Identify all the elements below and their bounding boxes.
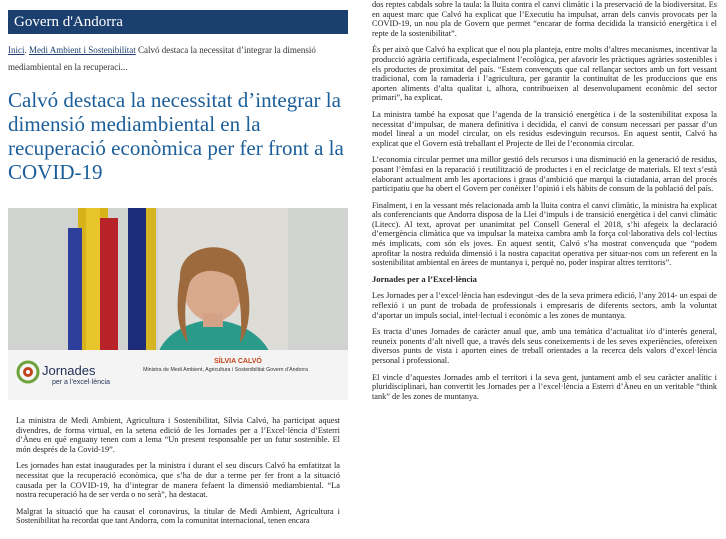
paragraph: Les Jornades per a l’excel·lència han esdevingut -des de la seva primera edició, l’any 2014- un espai de reflexió i un punt de trobada de professionals i empresaris de diferents sectors, amb la voluntat d’aportar un impuls social, intel·lectual i econòmic a les zones de muntanya.	[372, 291, 717, 320]
paragraph: Malgrat la situació que ha causat el coronavirus, la titular de Medi Ambient, Agricultura i Sostenibilitat ha recordat que tant Andorra, com la comunitat internacional, tenen encara	[16, 506, 340, 526]
paragraph: La ministra també ha exposat que l’agenda de la transició energètica i de la sostenibilitat exposa la necessitat d’impulsar, de manera definitiva i decidida, el canvi de consum necessari per passar d’un model lineal a un model circular, on els residus esdevinguin recursos. En aquest sentit, Calvó ha explicat que el Govern està treballant el Projecte de llei de l’economia circular.	[372, 109, 717, 148]
speaker-role: Ministra de Medi Ambient, Agricultura i Sostenibilitat Govern d’Andorra	[143, 367, 308, 373]
video-player[interactable]	[8, 208, 348, 400]
right-column	[372, 0, 717, 408]
section-subheading: Jornades per a l’Excel·lència	[372, 273, 477, 284]
breadcrumb-separator: .	[24, 45, 29, 55]
breadcrumb-home-link[interactable]: Inici	[8, 45, 25, 55]
logo-subtitle: per a l’excel·lència	[52, 379, 110, 386]
site-header: Govern d'Andorra	[8, 10, 348, 34]
paragraph: És per això que Calvó ha explicat que el nou pla planteja, entre molts d’altres mecanismes, incentivar la producció agrària certificada, especialment l’ecològica, per afavorir les pràctiques agràries sostenibles i els productes de proximitat del país. “Estem convençuts que cal rellançar sectors amb un fort vessant tradicional, com la ramaderia i l’agricultura, per garantir la continuïtat de les produccions que ens aporten aliments d’alta qualitat i, alhora, contribueixen al desenvolupament econòmic del sector primari”, ha explicat.	[372, 45, 717, 103]
article-title: Calvó destaca la necessitat d’integrar la dimensió mediambiental en la recuperació econòmica per fer front a la COVID-19	[8, 88, 344, 184]
breadcrumb-current: Calvó destaca la necessitat d’integrar la dimensió mediambiental en la recuperaci...	[8, 45, 316, 72]
paragraph: Finalment, i en la vessant més relacionada amb la lluita contra el canvi climàtic, la ministra ha explicat als conferenciants que Andorra disposa de la Llei d’impuls i de transició energètica i del canvi climàtic (Litecc). Al text, aprovat per unanimitat pel Consell General el 2018, s’hi afegeix la declaració d’emergència climàtica que va impulsar la mateixa cambra amb la força col·laborativa dels col·lectius més implicats, com són els joves. En aquest sentit, Calvó s’ha mostrat convençuda que “podem aprofitar la nostra reduïda dimensió i la nostra capacitat operativa per situar-nos com un referent en la sostenibilitat ambiental en àrees de muntanya i, perquè no, poder inspirar altres territoris”.	[372, 200, 717, 268]
left-column	[8, 0, 348, 533]
breadcrumb-section-link[interactable]: Medi Ambient i Sostenibilitat	[29, 45, 136, 55]
article-body-left	[8, 416, 348, 526]
jornades-logo-icon	[16, 360, 40, 384]
paragraph: La ministra de Medi Ambient, Agricultura i Sostenibilitat, Sílvia Calvó, ha participat aquest divendres, de forma virtual, en la setena edició de les Jornades per a l’Excel·lència d’Esterri d’Àneu en què enguany tenen com a lema “Un present responsable per un futur sostenible. El món després de la Covid-19”.	[16, 416, 340, 454]
speaker-name: SÍLVIA CALVÓ	[214, 358, 262, 365]
paragraph: Es tracta d’unes Jornades de caràcter anual que, amb una temàtica d’actualitat i/o d’interès general, reuneix ponents d’alt nivell que, a través dels seus coneixements i de les seves experiències, ofereixen diversos punts de vista i aporten eines de treball orientades a la recerca dels valors d’excel·lència personal i professional.	[372, 327, 717, 365]
paragraph: L’economia circular permet una millor gestió dels recursos i una disminució en la generació de residus, posant l’èmfasi en la reparació i reutilització de productes i en el reciclatge de materials. El text s’està elaborant actualment amb les aportacions i graus d’ambició que marqui la ciutadania, arran del procés participatiu que ha obert el Govern per conèixer l’opinió i els hàbits de consum de la població del país.	[372, 155, 717, 194]
logo-title: Jornades	[42, 363, 96, 378]
breadcrumb	[8, 42, 348, 76]
flags-icon	[68, 208, 156, 358]
paragraph: dos reptes cabdals sobre la taula: la lluita contra el canvi climàtic i la preservació de la biodiversitat. Es en aquest marc que Calvó ha explicat que l’Executiu ha impulsat, arran dels canvis provocats per la COVID-19, un nou pla de Govern que permet “encarar de forma decidida la transició energètica i el repte de la sostenibilitat”.	[372, 0, 717, 38]
article-body-right	[372, 0, 717, 401]
paragraph: Les jornades han estat inaugurades per la ministra i durant el seu discurs Calvó ha emfatitzat la necessitat que la recuperació econòmica, que s’ha de dur a terme per fer front a la situació causada per la COVID-19, ha d’integrar de manera fefaent la dimensió mediambiental. “La nostra recuperació ha de ser verda o no serà”, ha destacat.	[16, 461, 340, 500]
video-lower-third	[8, 350, 348, 400]
paragraph: El vincle d’aquestes Jornades amb el territori i la seva gent, juntament amb el seu caràcter analític i pluridisciplinari, han convertit les Jornades per a l’excel·lència a Esterri d’Àneu en un veritable “think tank” de les zones de muntanya.	[372, 372, 717, 401]
